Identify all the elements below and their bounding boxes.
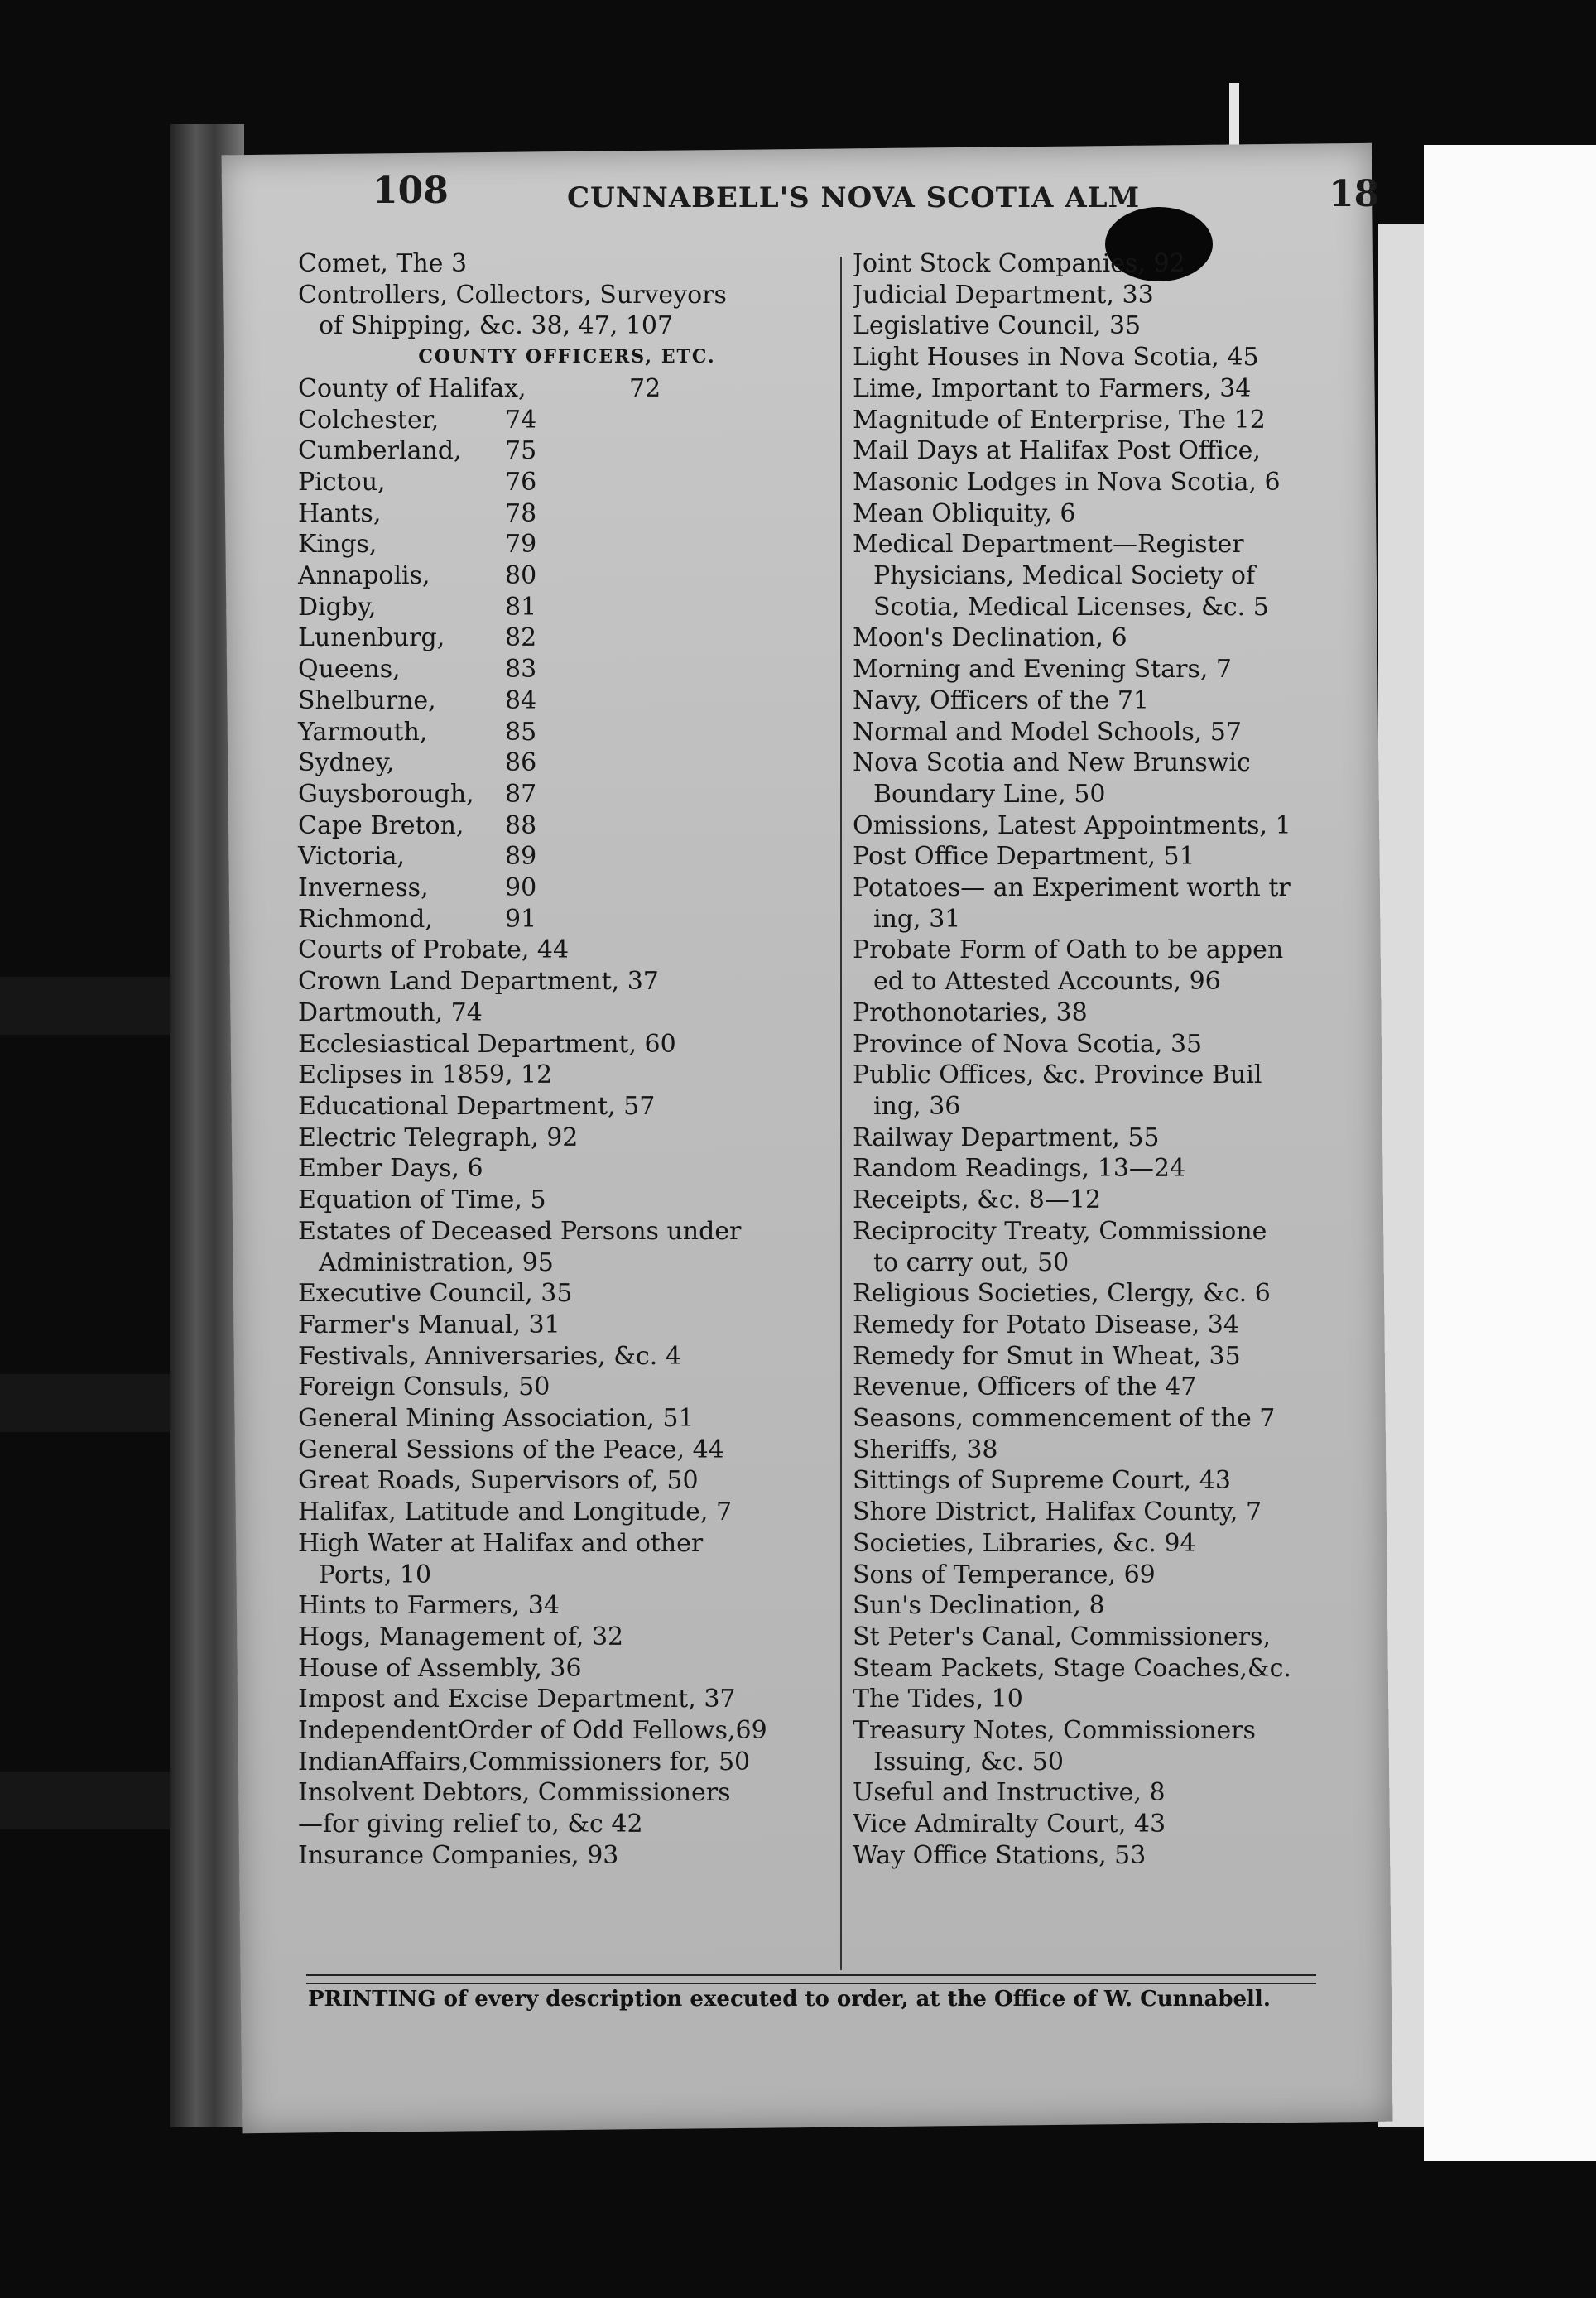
county-name: County of Halifax,: [298, 373, 526, 403]
index-entry: Railway Department, 55: [853, 1123, 1160, 1152]
county-name: Annapolis,: [298, 561, 430, 591]
index-entry: Revenue, Officers of the 47: [853, 1373, 1197, 1402]
index-entry: IndependentOrder of Odd Fellows,69: [298, 1716, 767, 1746]
index-entry: Seasons, commencement of the 7: [853, 1404, 1276, 1434]
index-entry: Remedy for Smut in Wheat, 35: [853, 1341, 1241, 1371]
index-entry: [298, 904, 836, 935]
index-entry: Halifax, Latitude and Longitude, 7: [298, 1498, 733, 1527]
county-page-number: 82: [505, 623, 537, 653]
index-entry: Potatoes— an Experiment worth tr: [853, 873, 1291, 903]
index-entry: Probate Form of Oath to be appen: [853, 935, 1284, 965]
index-entry: Sun's Declination, 8: [853, 1591, 1105, 1621]
index-entry: Great Roads, Supervisors of, 50: [298, 1466, 699, 1496]
year-fragment: 18: [1329, 173, 1380, 215]
index-entry: Boundary Line, 50: [873, 779, 1106, 809]
county-name: Guysborough,: [298, 779, 474, 809]
county-name: Cape Breton,: [298, 810, 464, 840]
index-entry: [298, 498, 836, 530]
index-entry: [298, 654, 836, 685]
index-entry: Equation of Time, 5: [298, 1185, 546, 1215]
index-entry: Normal and Model Schools, 57: [853, 717, 1242, 747]
index-entry: Remedy for Potato Disease, 34: [853, 1310, 1239, 1339]
index-entry: to carry out, 50: [873, 1248, 1070, 1277]
index-entry: General Sessions of the Peace, 44: [298, 1435, 724, 1464]
county-page-number: 89: [505, 842, 537, 872]
index-entry: Festivals, Anniversaries, &c. 4: [298, 1341, 681, 1371]
index-column-left: [298, 248, 836, 1978]
index-entry: Electric Telegraph, 92: [298, 1123, 579, 1152]
index-entry: St Peter's Canal, Commissioners,: [853, 1622, 1272, 1651]
running-head: [373, 170, 1407, 219]
index-entry: Reciprocity Treaty, Commissione: [853, 1216, 1267, 1246]
index-entry: Insolvent Debtors, Commissioners: [298, 1778, 731, 1808]
index-entry: IndianAffairs,Commissioners for, 50: [298, 1747, 751, 1776]
index-entry: Nova Scotia and New Brunswic: [853, 748, 1251, 778]
index-entry: [298, 779, 836, 810]
index-entry: [298, 623, 836, 654]
county-page-number: 78: [505, 498, 537, 528]
index-entry: High Water at Halifax and other: [298, 1528, 704, 1558]
county-page-number: 91: [505, 904, 537, 934]
index-entry: Religious Societies, Clergy, &c. 6: [853, 1279, 1271, 1309]
index-entry: Mean Obliquity, 6: [853, 498, 1076, 528]
index-entry: Scotia, Medical Licenses, &c. 5: [873, 592, 1269, 622]
index-entry: Farmer's Manual, 31: [298, 1310, 560, 1339]
index-entry: Province of Nova Scotia, 35: [853, 1029, 1203, 1059]
county-name: Colchester,: [298, 405, 440, 435]
index-entry: Ports, 10: [319, 1560, 432, 1589]
county-name: Victoria,: [298, 842, 406, 872]
county-page-number: 76: [505, 467, 537, 497]
index-entry: [298, 435, 836, 467]
index-entry: Ember Days, 6: [298, 1154, 483, 1184]
index-entry: Societies, Libraries, &c. 94: [853, 1528, 1196, 1558]
index-entry: Sons of Temperance, 69: [853, 1560, 1156, 1589]
index-entry: [298, 373, 836, 405]
index-entry: Light Houses in Nova Scotia, 45: [853, 343, 1259, 373]
index-entry: Sheriffs, 38: [853, 1435, 998, 1464]
county-name: Inverness,: [298, 873, 429, 903]
index-entry: Impost and Excise Department, 37: [298, 1685, 736, 1714]
index-entry: Estates of Deceased Persons under: [298, 1216, 742, 1246]
index-entry: Ecclesiastical Department, 60: [298, 1029, 676, 1059]
county-name: Kings,: [298, 530, 377, 560]
index-entry: Educational Department, 57: [298, 1091, 656, 1121]
footer-rule-double: [306, 1983, 1316, 1984]
index-entry: Mail Days at Halifax Post Office,: [853, 436, 1261, 466]
index-entry: Way Office Stations, 53: [853, 1840, 1147, 1870]
county-name: Lunenburg,: [298, 623, 445, 653]
index-entry: ing, 36: [873, 1091, 961, 1121]
county-name: Digby,: [298, 592, 377, 622]
index-entry: [298, 405, 836, 436]
county-name: Richmond,: [298, 904, 433, 934]
index-entry: Masonic Lodges in Nova Scotia, 6: [853, 467, 1281, 497]
county-name: Cumberland,: [298, 436, 462, 466]
page-number: 108: [373, 170, 449, 212]
county-page-number: 74: [505, 405, 537, 435]
index-entry: Prothonotaries, 38: [853, 998, 1088, 1027]
index-entry: Lime, Important to Farmers, 34: [853, 373, 1252, 403]
index-entry: Dartmouth, 74: [298, 998, 483, 1027]
index-entry: ed to Attested Accounts, 96: [873, 967, 1221, 997]
facing-white-sheet: [1424, 145, 1596, 2161]
index-entry: Omissions, Latest Appointments, 1: [853, 810, 1291, 840]
index-entry: Steam Packets, Stage Coaches,&c.: [853, 1653, 1291, 1683]
index-entry: Medical Department—Register: [853, 530, 1244, 560]
index-entry: [298, 810, 836, 842]
index-entry: Magnitude of Enterprise, The 12: [853, 405, 1266, 435]
index-entry: Hints to Farmers, 34: [298, 1591, 560, 1621]
index-entry: Courts of Probate, 44: [298, 935, 570, 965]
county-page-number: 86: [505, 748, 537, 778]
index-entry: Comet, The 3: [298, 249, 468, 278]
index-entry: House of Assembly, 36: [298, 1653, 582, 1683]
county-page-number: 84: [505, 685, 537, 715]
county-name: Hants,: [298, 498, 382, 528]
index-entry: [298, 529, 836, 560]
county-page-number: 87: [505, 779, 537, 809]
index-entry: Hogs, Management of, 32: [298, 1622, 624, 1651]
county-name: Shelburne,: [298, 685, 436, 715]
index-entry: [298, 467, 836, 498]
index-entry: Legislative Council, 35: [853, 311, 1142, 341]
index-column-right: [853, 248, 1399, 1978]
index-entry: —for giving relief to, &c 42: [298, 1810, 643, 1839]
county-name: Sydney,: [298, 748, 395, 778]
county-page-number: 85: [505, 717, 537, 747]
county-page-number: 79: [505, 530, 537, 560]
county-page-number: 80: [505, 561, 537, 591]
index-entry: Administration, 95: [319, 1248, 554, 1277]
index-entry: Crown Land Department, 37: [298, 967, 659, 997]
column-divider: [840, 257, 842, 1970]
index-entry: Insurance Companies, 93: [298, 1840, 619, 1870]
index-entry: Receipts, &c. 8—12: [853, 1185, 1102, 1215]
county-page-number: 90: [505, 873, 537, 903]
county-page-number: 83: [505, 655, 537, 685]
index-entry: Judicial Department, 33: [853, 280, 1154, 310]
index-entry: Joint Stock Companies, 92: [853, 249, 1185, 278]
index-entry: Post Office Department, 51: [853, 842, 1195, 872]
index-entry: Navy, Officers of the 71: [853, 685, 1149, 715]
index-entry: [298, 841, 836, 873]
index-entry: [298, 592, 836, 623]
index-entry: Controllers, Collectors, Surveyors: [298, 280, 727, 310]
index-entry: Random Readings, 13—24: [853, 1154, 1186, 1184]
county-page-number: 81: [505, 592, 537, 622]
index-entry: [298, 748, 836, 779]
index-entry: Vice Admiralty Court, 43: [853, 1810, 1166, 1839]
footer-rule: [306, 1974, 1316, 1976]
index-entry: [298, 560, 836, 592]
county-page-number: 88: [505, 810, 537, 840]
index-entry: General Mining Association, 51: [298, 1404, 695, 1434]
index-entry: Eclipses in 1859, 12: [298, 1060, 553, 1090]
index-entry: Foreign Consuls, 50: [298, 1373, 550, 1402]
index-entry: Treasury Notes, Commissioners: [853, 1716, 1256, 1746]
index-entry: Issuing, &c. 50: [873, 1747, 1064, 1776]
county-name: Yarmouth,: [298, 717, 428, 747]
county-page-number: 75: [505, 436, 537, 466]
index-entry: of Shipping, &c. 38, 47, 107: [319, 311, 674, 341]
index-entry: The Tides, 10: [853, 1685, 1023, 1714]
county-name: Pictou,: [298, 467, 386, 497]
section-heading: COUNTY OFFICERS, ETC.: [418, 346, 716, 368]
index-entry: Morning and Evening Stars, 7: [853, 655, 1233, 685]
index-entry: Physicians, Medical Society of: [873, 561, 1256, 591]
county-name: Queens,: [298, 655, 401, 685]
index-entry: Sittings of Supreme Court, 43: [853, 1466, 1231, 1496]
county-page-number: 72: [629, 373, 661, 403]
index-entry: ing, 31: [873, 904, 961, 934]
index-entry: [298, 685, 836, 717]
index-entry: Moon's Declination, 6: [853, 623, 1127, 653]
almanac-title: CUNNABELL'S NOVA SCOTIA ALM: [567, 181, 1141, 214]
printer-notice: PRINTING of every description executed to order, at the Office of W. Cunnabell.: [308, 1987, 1271, 2012]
index-entry: Useful and Instructive, 8: [853, 1778, 1166, 1808]
index-entry: Shore District, Halifax County, 7: [853, 1498, 1262, 1527]
index-entry: Executive Council, 35: [298, 1279, 573, 1309]
index-entry: [298, 717, 836, 748]
index-entry: [298, 873, 836, 904]
index-entry: Public Offices, &c. Province Buil: [853, 1060, 1262, 1090]
